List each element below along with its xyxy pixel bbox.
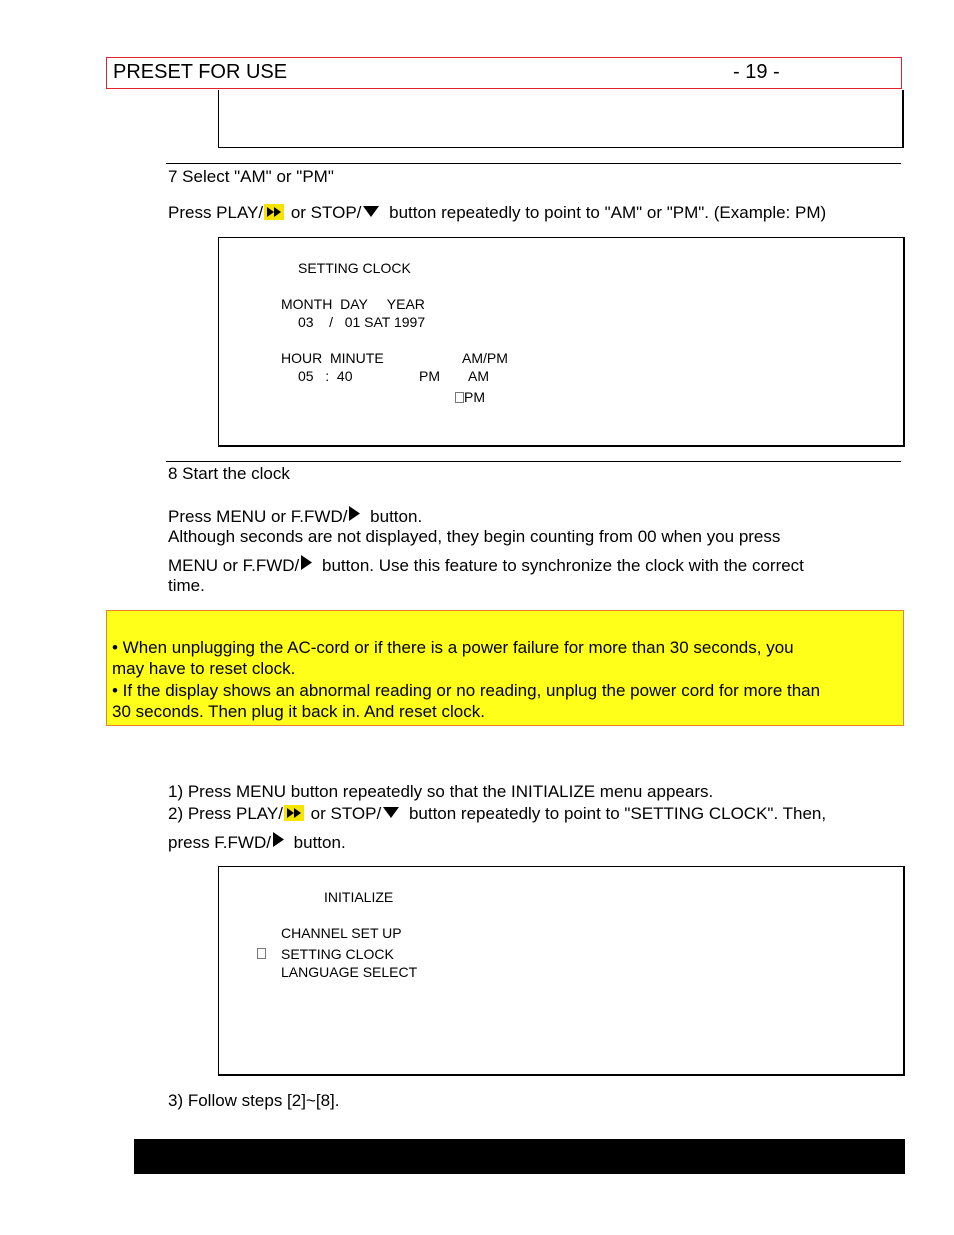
menu-item-setting-clock[interactable]: SETTING CLOCK (281, 946, 394, 962)
reset-step2-d-b: button. (288, 833, 346, 852)
option-pm: PM (464, 389, 485, 405)
current-ampm: PM (419, 368, 440, 384)
menu-item-language-select[interactable]: LANGUAGE SELECT (281, 964, 418, 980)
reset-step2-a: 2) Press PLAY/ (168, 804, 283, 823)
note-line4: 30 seconds. Then plug it back in. And reset clock. (112, 702, 485, 721)
step7-text-c: button repeatedly to point to "AM" or "PM". (Example: PM) (384, 203, 827, 222)
step8-line1 (168, 505, 422, 527)
step7-instruction (168, 202, 826, 223)
option-pm-row[interactable] (455, 388, 485, 406)
previous-screen-frame (218, 90, 904, 148)
step8-line1-b: button. (365, 507, 423, 526)
cursor-icon (257, 948, 266, 959)
step7-text-a: Press PLAY/ (168, 203, 264, 222)
right-triangle-icon (348, 505, 361, 522)
step8-line3-b: button. Use this feature to synchronize the clock with the correct (317, 556, 804, 575)
date-labels: MONTH DAY YEAR (281, 296, 425, 312)
reset-step2 (168, 803, 826, 824)
divider (166, 461, 901, 462)
reset-step3: 3) Follow steps [2]~[8]. (168, 1091, 340, 1110)
menu-item-channel-setup[interactable]: CHANNEL SET UP (281, 925, 402, 941)
time-labels: HOUR MINUTE (281, 350, 384, 366)
divider (166, 163, 901, 164)
step8-line1-a: Press MENU or F.FWD/ (168, 507, 348, 526)
page-number: - 19 - (733, 61, 780, 83)
reset-step1: 1) Press MENU button repeatedly so that the INITIALIZE menu appears. (168, 782, 714, 801)
init-screen-title: INITIALIZE (324, 889, 394, 905)
cursor-icon (455, 392, 464, 403)
step8-line3 (168, 554, 804, 576)
footer-bar (134, 1139, 905, 1174)
time-values: 05 : 40 (298, 368, 353, 384)
step7-text-b: or STOP/ (286, 203, 362, 222)
ampm-label: AM/PM (462, 350, 508, 366)
note-line3: • If the display shows an abnormal reading or no reading, unplug the power cord for more than (112, 681, 821, 700)
fast-forward-icon (284, 805, 304, 821)
reset-step2-b: or STOP/ (305, 804, 382, 823)
step8-line3-a: MENU or F.FWD/ (168, 556, 300, 575)
reset-step2-d-a: press F.FWD/ (168, 833, 271, 852)
note-line2: may have to reset clock. (112, 659, 296, 678)
step7-title: 7 Select "AM" or "PM" (168, 167, 334, 186)
note-line1: • When unplugging the AC-cord or if there is a power failure for more than 30 seconds, you (112, 638, 794, 657)
option-am[interactable]: AM (468, 368, 489, 384)
down-triangle-icon (362, 205, 380, 218)
reset-step2-cont (168, 831, 346, 853)
down-triangle-icon (382, 806, 400, 819)
right-triangle-icon (300, 554, 313, 571)
right-triangle-icon (272, 831, 285, 848)
step8-line2: Although seconds are not displayed, they begin counting from 00 when you press (168, 527, 781, 546)
page-title: PRESET FOR USE (113, 61, 288, 83)
clock-screen-title: SETTING CLOCK (298, 260, 411, 276)
step8-title: 8 Start the clock (168, 464, 290, 483)
reset-step2-c: button repeatedly to point to "SETTING CLOCK". Then, (404, 804, 827, 823)
fast-forward-icon (264, 204, 284, 220)
date-values: 03 / 01 SAT 1997 (298, 314, 426, 330)
step8-line4: time. (168, 576, 205, 595)
